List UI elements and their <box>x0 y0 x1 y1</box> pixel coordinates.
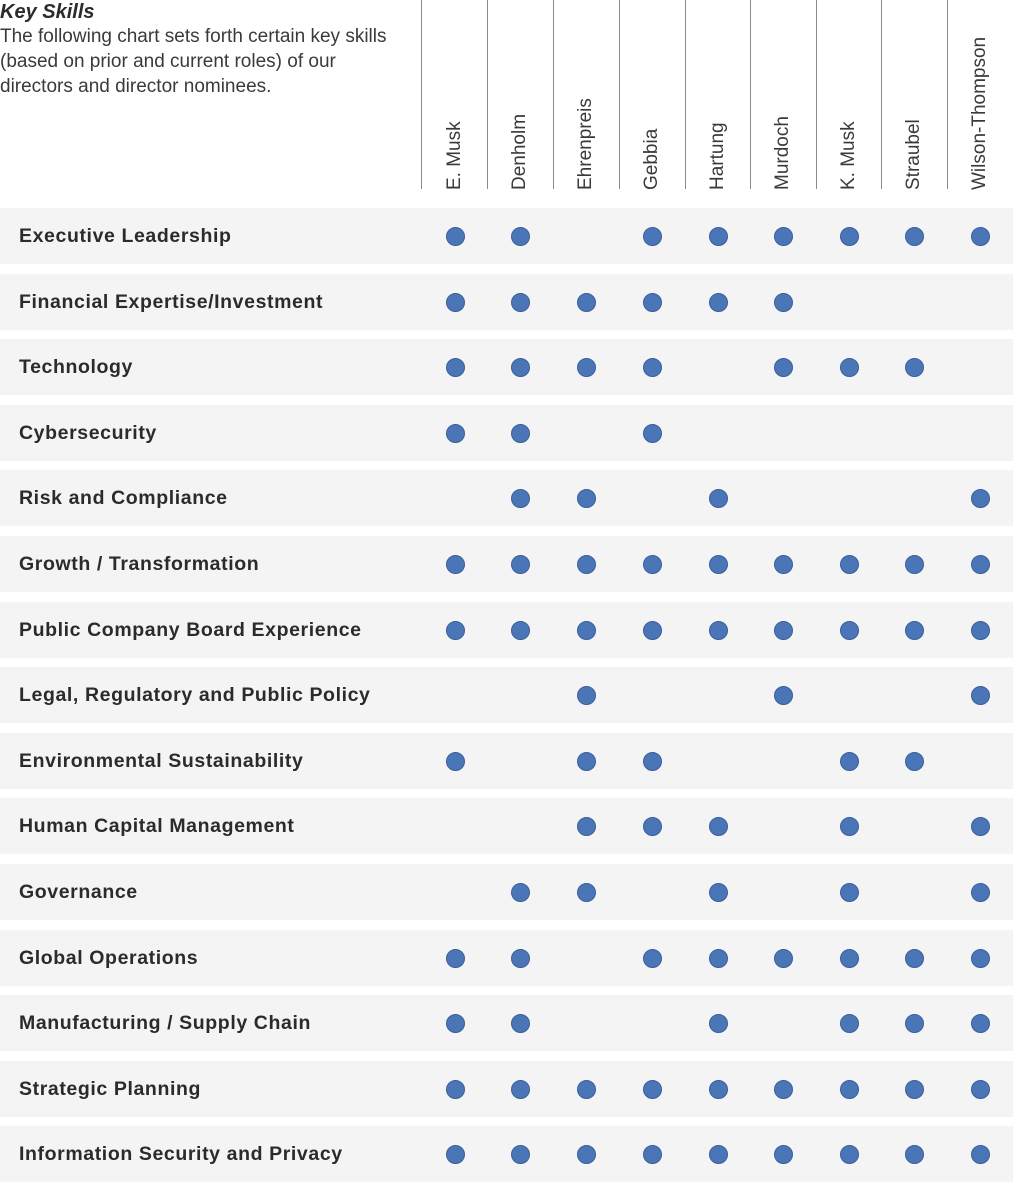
skill-dot-icon <box>774 1145 793 1164</box>
skill-row <box>0 930 1013 986</box>
skill-dot-icon <box>446 1080 465 1099</box>
skill-row <box>0 274 1013 330</box>
skill-dot-icon <box>971 1145 990 1164</box>
skill-dot-icon <box>971 489 990 508</box>
skill-dot-icon <box>709 1014 728 1033</box>
skill-dot-icon <box>577 293 596 312</box>
skill-row <box>0 864 1013 920</box>
skill-label: Technology <box>19 356 133 378</box>
intro-title: Key Skills <box>0 1 95 23</box>
director-name: Murdoch <box>772 116 793 190</box>
skill-dot-icon <box>577 752 596 771</box>
skill-row <box>0 470 1013 526</box>
skill-dot-icon <box>905 358 924 377</box>
skill-dot-icon <box>643 817 662 836</box>
skill-dot-icon <box>511 621 530 640</box>
skill-dot-icon <box>446 1014 465 1033</box>
skill-row <box>0 798 1013 854</box>
skill-label: Executive Leadership <box>19 225 232 247</box>
skill-dot-icon <box>905 1080 924 1099</box>
skill-dot-icon <box>511 1014 530 1033</box>
header-divider <box>421 0 422 189</box>
skill-label: Legal, Regulatory and Public Policy <box>19 684 371 706</box>
skill-dot-icon <box>643 358 662 377</box>
skill-dot-icon <box>643 424 662 443</box>
director-name: Gebbia <box>641 128 662 190</box>
skill-dot-icon <box>446 949 465 968</box>
skill-row <box>0 405 1013 461</box>
skill-dot-icon <box>643 621 662 640</box>
header-divider <box>685 0 686 189</box>
skill-dot-icon <box>840 883 859 902</box>
skill-dot-icon <box>905 621 924 640</box>
skill-dot-icon <box>577 555 596 574</box>
skill-dot-icon <box>971 621 990 640</box>
skill-dot-icon <box>971 1080 990 1099</box>
skill-dot-icon <box>774 358 793 377</box>
skill-dot-icon <box>971 817 990 836</box>
skill-dot-icon <box>774 555 793 574</box>
skill-dot-icon <box>709 621 728 640</box>
intro-block <box>0 0 400 99</box>
director-name: K. Musk <box>838 121 859 190</box>
header-divider <box>619 0 620 189</box>
skill-dot-icon <box>905 1014 924 1033</box>
skill-label: Growth / Transformation <box>19 553 260 575</box>
skill-label: Information Security and Privacy <box>19 1143 343 1165</box>
skill-label: Global Operations <box>19 947 199 969</box>
director-name: Hartung <box>707 122 728 190</box>
skill-dot-icon <box>643 293 662 312</box>
skill-dot-icon <box>577 817 596 836</box>
skill-dot-icon <box>971 227 990 246</box>
skill-dot-icon <box>709 949 728 968</box>
skill-dot-icon <box>511 883 530 902</box>
skill-dot-icon <box>577 1145 596 1164</box>
header-divider <box>947 0 948 189</box>
skill-label: Human Capital Management <box>19 815 295 837</box>
header-divider <box>750 0 751 189</box>
skill-label: Strategic Planning <box>19 1078 201 1100</box>
skill-dot-icon <box>446 227 465 246</box>
skill-dot-icon <box>709 1080 728 1099</box>
skill-dot-icon <box>577 358 596 377</box>
skill-label: Manufacturing / Supply Chain <box>19 1012 311 1034</box>
skill-dot-icon <box>774 1080 793 1099</box>
skill-dot-icon <box>840 752 859 771</box>
skill-dot-icon <box>643 1145 662 1164</box>
skill-dot-icon <box>709 1145 728 1164</box>
director-name: Straubel <box>903 119 924 190</box>
skill-row <box>0 1126 1013 1182</box>
skill-dot-icon <box>577 686 596 705</box>
skill-row <box>0 1061 1013 1117</box>
skill-dot-icon <box>643 949 662 968</box>
skill-dot-icon <box>709 883 728 902</box>
skill-dot-icon <box>840 1014 859 1033</box>
director-name: Wilson-Thompson <box>969 36 990 190</box>
header-divider <box>487 0 488 189</box>
skill-dot-icon <box>840 1145 859 1164</box>
skill-dot-icon <box>840 621 859 640</box>
skill-dot-icon <box>709 555 728 574</box>
skill-dot-icon <box>840 817 859 836</box>
skill-dot-icon <box>905 752 924 771</box>
skill-dot-icon <box>577 1080 596 1099</box>
skill-dot-icon <box>446 1145 465 1164</box>
skill-row <box>0 667 1013 723</box>
skill-dot-icon <box>840 1080 859 1099</box>
skill-dot-icon <box>643 1080 662 1099</box>
skill-dot-icon <box>577 883 596 902</box>
header-divider <box>553 0 554 189</box>
director-name: E. Musk <box>444 121 465 190</box>
header-divider <box>816 0 817 189</box>
skill-dot-icon <box>511 489 530 508</box>
skill-dot-icon <box>774 227 793 246</box>
skill-row <box>0 208 1013 264</box>
skill-row <box>0 339 1013 395</box>
skill-dot-icon <box>511 949 530 968</box>
skill-dot-icon <box>446 424 465 443</box>
skill-label: Financial Expertise/Investment <box>19 291 324 313</box>
skill-dot-icon <box>511 1080 530 1099</box>
skill-dot-icon <box>709 489 728 508</box>
skill-dot-icon <box>840 358 859 377</box>
skill-dot-icon <box>446 621 465 640</box>
skill-dot-icon <box>446 752 465 771</box>
skill-dot-icon <box>971 949 990 968</box>
skill-dot-icon <box>971 1014 990 1033</box>
skill-dot-icon <box>511 555 530 574</box>
skill-dot-icon <box>446 293 465 312</box>
skill-dot-icon <box>643 752 662 771</box>
director-name: Denholm <box>509 113 530 190</box>
skill-row <box>0 733 1013 789</box>
skill-dot-icon <box>511 227 530 246</box>
skill-label: Governance <box>19 881 138 903</box>
skill-dot-icon <box>905 227 924 246</box>
skill-dot-icon <box>709 293 728 312</box>
intro-text: The following chart sets forth certain key skills (based on prior and current roles) of our directors and director nominees. <box>0 26 387 97</box>
header-divider <box>881 0 882 189</box>
skill-dot-icon <box>840 227 859 246</box>
skill-dot-icon <box>774 621 793 640</box>
skill-dot-icon <box>709 227 728 246</box>
skill-dot-icon <box>840 949 859 968</box>
skill-dot-icon <box>971 686 990 705</box>
skill-dot-icon <box>446 555 465 574</box>
skill-label: Risk and Compliance <box>19 487 228 509</box>
skill-dot-icon <box>577 489 596 508</box>
skill-row <box>0 602 1013 658</box>
skill-label: Cybersecurity <box>19 422 157 444</box>
skill-dot-icon <box>905 949 924 968</box>
skill-dot-icon <box>840 555 859 574</box>
skill-row <box>0 995 1013 1051</box>
skill-dot-icon <box>905 555 924 574</box>
skill-dot-icon <box>774 293 793 312</box>
skill-dot-icon <box>446 358 465 377</box>
skill-label: Environmental Sustainability <box>19 750 304 772</box>
skill-dot-icon <box>643 227 662 246</box>
skill-dot-icon <box>511 358 530 377</box>
skill-row <box>0 536 1013 592</box>
skill-dot-icon <box>774 949 793 968</box>
skill-dot-icon <box>577 621 596 640</box>
skill-dot-icon <box>905 1145 924 1164</box>
skill-dot-icon <box>971 883 990 902</box>
skill-dot-icon <box>774 686 793 705</box>
skill-dot-icon <box>971 555 990 574</box>
skill-dot-icon <box>709 817 728 836</box>
skill-dot-icon <box>511 424 530 443</box>
skill-label: Public Company Board Experience <box>19 619 362 641</box>
skill-dot-icon <box>511 1145 530 1164</box>
skill-dot-icon <box>643 555 662 574</box>
director-name: Ehrenpreis <box>575 98 596 190</box>
skill-dot-icon <box>511 293 530 312</box>
